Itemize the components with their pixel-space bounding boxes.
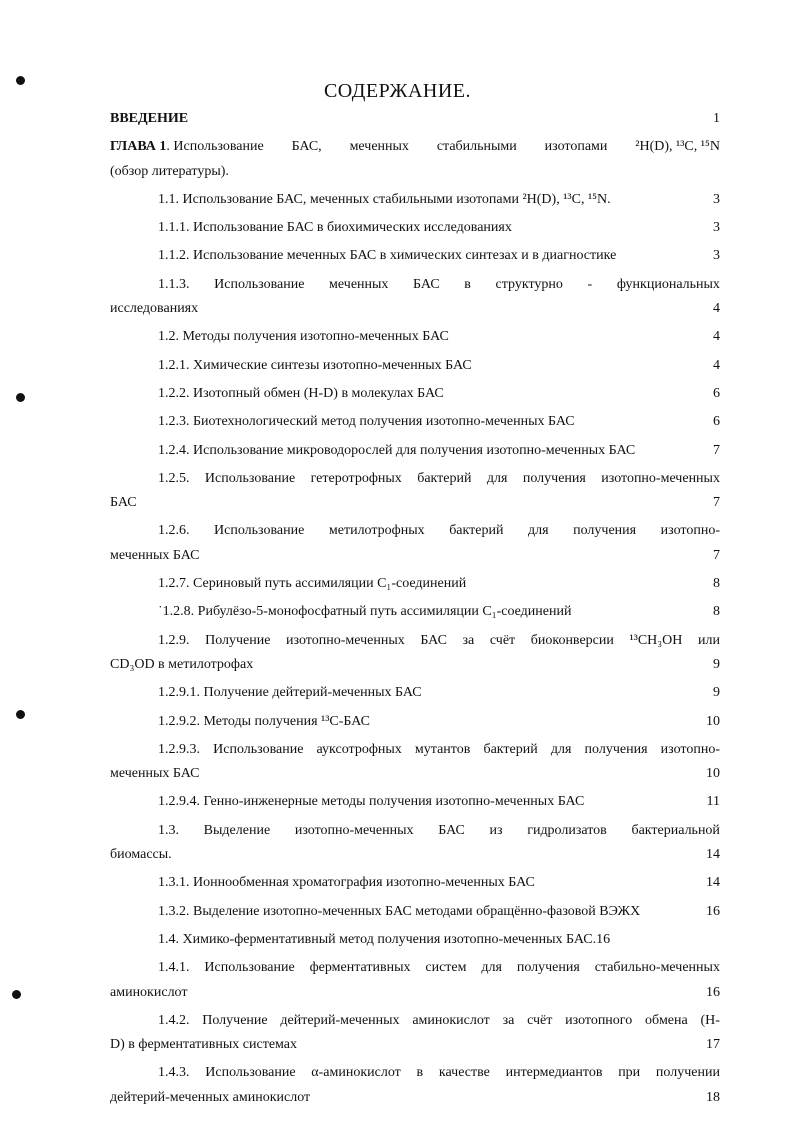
toc-entry-word: ¹³CH₃OH (629, 632, 683, 648)
toc-entry-title (158, 928, 610, 952)
toc-entry-number: 1.2.7. (158, 576, 190, 592)
toc-entry-line (110, 819, 720, 843)
toc-chapter1-word: . Использование (166, 139, 264, 155)
toc-entry (110, 710, 720, 734)
toc-entry-word: бактерий (417, 470, 472, 486)
toc-entry-text: Методы получения ¹³C-БАС (203, 713, 371, 729)
toc-entry (110, 928, 720, 952)
toc-entry-continuation (110, 981, 720, 1005)
toc-entry (110, 600, 720, 624)
toc-entry-line (110, 467, 720, 491)
toc-entry-text: биомассы. (110, 847, 172, 863)
binder-hole-mark (16, 393, 25, 402)
toc-entry-text: Сериновый путь ассимиляции C₁-соединений (193, 576, 467, 592)
toc-entry-word: за (462, 632, 475, 648)
toc-entry-title (158, 600, 571, 624)
toc-entry-title (158, 244, 616, 268)
toc-entry-page: 10 (706, 766, 720, 782)
toc-entry-word: получения (573, 523, 637, 539)
toc-entry-continuation (110, 544, 720, 568)
toc-entry-page: 7 (713, 547, 720, 563)
toc-entry-continuation (110, 1086, 720, 1110)
toc-entry-page: 9 (713, 656, 720, 672)
toc-entry-word: получения (516, 960, 580, 976)
toc-entry (110, 439, 720, 463)
toc-entry-word: Использование (214, 523, 305, 539)
toc-entry-word: для (481, 960, 502, 976)
toc-entry-page: 3 (713, 248, 720, 264)
toc-entry-number: 1.4. (158, 931, 179, 947)
toc-entry-word: ауксотрофных (316, 741, 402, 757)
toc-entry-word: гетеротрофных (310, 470, 402, 486)
toc-entry-number: 1.2.9.2. (158, 713, 200, 729)
toc-entry-text: меченных БАС (110, 766, 200, 782)
toc-entry-title (158, 216, 512, 240)
toc-entry-number: 1.2.9.4. (158, 794, 200, 810)
toc-entry-text: D) в ферментативных системах (110, 1037, 298, 1053)
toc-entry-word: изотопно-меченных (601, 470, 720, 486)
toc-entry-word: - (587, 276, 593, 292)
toc-entry-word: обмена (644, 1012, 688, 1028)
toc-entry-line (110, 956, 720, 980)
toc-intro (110, 107, 720, 131)
toc-intro-label: ВВЕДЕНИЕ (110, 111, 189, 126)
toc-entry-number: 1.1.3. (158, 276, 190, 292)
toc-entry-page: 18 (706, 1089, 720, 1105)
toc-entry-title (158, 681, 422, 705)
toc-entry-text: Методы получения изотопно-меченных БАС (182, 329, 449, 345)
toc-entry-word: изотопно- (660, 741, 720, 757)
toc-entry-word: в (464, 276, 471, 292)
toc-entry-word: БАС (413, 276, 440, 292)
toc-chapter1-word: БАС, (291, 139, 322, 155)
toc-entry-page: 16 (706, 984, 720, 1000)
page-title: СОДЕРЖАНИЕ. (323, 80, 472, 102)
toc-entry (110, 410, 720, 434)
toc-chapter1-word: изотопами (544, 139, 608, 155)
toc-chapter1-word: стабильными (436, 139, 517, 155)
toc-entry-word: качестве (438, 1065, 490, 1081)
toc-entry-line (110, 1009, 720, 1033)
toc-entry-word: α-аминокислот (311, 1065, 401, 1081)
toc-entry-word: Использование (205, 1065, 296, 1081)
toc-entry-text: Биотехнологический метод получения изотопно-меченных БАС (193, 414, 575, 430)
toc-entry-page: 17 (706, 1037, 720, 1053)
toc-entry-continuation (110, 843, 720, 867)
toc-entry-page: 8 (713, 604, 720, 620)
toc-entry-line (110, 519, 720, 543)
toc-entry-word: счёт (527, 1012, 553, 1028)
toc-entries (110, 188, 720, 1114)
toc-entry-word: бактерий (449, 523, 504, 539)
toc-entry-word: в (416, 1065, 424, 1081)
toc-entry-text: Химические синтезы изотопно-меченных БАС (193, 357, 472, 373)
toc-entry-number: 1.3.2. (158, 903, 190, 919)
toc-entry-continuation (110, 653, 720, 677)
toc-entry-line (110, 1061, 720, 1085)
binder-hole-mark (16, 710, 25, 719)
toc-entry-word: аминокислот (412, 1012, 490, 1028)
toc-entry-text: Ионнообменная хроматография изотопно-меченных БАС (193, 875, 535, 891)
toc-entry-word: счёт (489, 632, 516, 648)
toc-entry-word: стабильно-меченных (594, 960, 720, 976)
toc-entry-word: получения (522, 470, 586, 486)
toc-entry-word: дейтерий-меченных (280, 1012, 400, 1028)
toc-chapter1-line (110, 135, 720, 159)
toc-entry-page: 6 (713, 385, 720, 401)
toc-entry-word: получения (584, 741, 648, 757)
toc-entry-text: Использование микроводорослей для получения изотопно-меченных БАС (193, 442, 636, 458)
toc-entry (110, 216, 720, 240)
toc-entry-text: исследованиях (110, 301, 199, 317)
toc-entry-title (158, 790, 584, 814)
toc-chapter1-label: ГЛАВА 1 (110, 139, 167, 155)
toc-entry-word: биоконверсии (530, 632, 614, 648)
binder-hole-mark (12, 990, 21, 999)
toc-entry-page: 6 (713, 414, 720, 430)
toc-entry (110, 382, 720, 406)
toc-entry-title (158, 410, 575, 434)
toc-entry-word: изотопно-меченных (286, 632, 405, 648)
toc-entry-text: меченных БАС (110, 547, 200, 563)
toc-entry-page: 11 (706, 794, 720, 810)
toc-entry-number: 1.2.9.1. (158, 685, 200, 701)
toc-entry-word: изотопного (565, 1012, 633, 1028)
toc-entry-page: 10 (706, 713, 720, 729)
toc-entry (110, 325, 720, 349)
toc-entry-word: получении (655, 1065, 720, 1081)
toc-entry-text: аминокислот (110, 984, 188, 1000)
toc-entry-continuation (110, 297, 720, 321)
toc-entry (110, 572, 720, 596)
toc-entry-page: 4 (713, 357, 720, 373)
toc-entry-word: БАС (420, 632, 447, 648)
toc-entry-page: 14 (706, 875, 720, 891)
toc-entry-number: 1.4.2. (158, 1012, 190, 1028)
toc-entry-word: функциональных (616, 276, 720, 292)
toc-entry-title (158, 439, 635, 463)
toc-entry-word: для (528, 523, 549, 539)
toc-entry-title (158, 871, 535, 895)
toc-entry-page: 8 (713, 576, 720, 592)
toc-entry-title (158, 325, 449, 349)
toc-chapter1-line2: (обзор литературы). (110, 163, 229, 179)
toc-entry-number: 1.2.1. (158, 357, 190, 373)
toc-entry-number: 1.3.1. (158, 875, 190, 891)
toc-entry-number: 1.2.9.3. (158, 741, 200, 757)
toc-entry-page: 7 (713, 442, 720, 458)
toc-entry-continuation (110, 491, 720, 515)
toc-entry-text: Использование меченных БАС в химических синтезах и в диагностике (193, 248, 617, 264)
toc-entry-number: 1.2.3. (158, 414, 190, 430)
toc-entry-word: БАС (438, 822, 465, 838)
toc-entry-word: Использование (204, 960, 295, 976)
toc-entry-word: метилотрофных (328, 523, 425, 539)
toc-entry-page: 4 (713, 329, 720, 345)
toc-entry-word: для (550, 741, 572, 757)
toc-entry-number: 1.2. (158, 329, 179, 345)
toc-entry-text: Рибулёзо-5-монофосфатный путь ассимиляции C₁-соединений (197, 604, 572, 620)
table-of-contents (110, 107, 720, 1114)
toc-entry-line (110, 629, 720, 653)
toc-entry-word: структурно (495, 276, 563, 292)
toc-entry-word: мутантов (414, 741, 471, 757)
toc-entry (110, 188, 720, 212)
toc-entry-word: изотопно-меченных (294, 822, 414, 838)
toc-entry-word: из (489, 822, 503, 838)
toc-entry-title (158, 572, 466, 596)
toc-entry-number: 1.4.3. (158, 1065, 190, 1081)
toc-entry-word: Выделение (203, 822, 271, 838)
toc-entry-page: 4 (713, 301, 720, 317)
toc-entry-word: Использование (213, 741, 304, 757)
toc-entry-word: Использование (214, 276, 305, 292)
toc-entry-number: 1.1. (158, 191, 179, 207)
toc-entry-page: 9 (713, 685, 720, 701)
toc-entry-number: 1.2.4. (158, 442, 190, 458)
toc-entry-word: систем (425, 960, 467, 976)
toc-entry-text: Выделение изотопно-меченных БАС методами обращённо-фазовой ВЭЖХ (193, 903, 641, 919)
toc-entry-text: Генно-инженерные методы получения изотопно-меченных БАС (203, 794, 585, 810)
toc-entry-title (158, 710, 370, 734)
toc-entry-word: (H- (700, 1012, 720, 1028)
toc-entry-word: меченных (329, 276, 389, 292)
toc-entry-word: при (618, 1065, 641, 1081)
toc-entry-continuation (110, 762, 720, 786)
toc-entry-text: Использование БАС, меченных стабильными изотопами ²H(D), ¹³C, ¹⁵N. (182, 191, 611, 207)
toc-entry-word: Получение (202, 1012, 268, 1028)
toc-entry-number: 1.2.6. (158, 523, 190, 539)
toc-entry-page: 14 (706, 847, 720, 863)
toc-entry-text: БАС (110, 495, 137, 511)
toc-entry-title (158, 900, 640, 924)
toc-entry-word: для (486, 470, 508, 486)
toc-entry-word: или (697, 632, 720, 648)
toc-entry-number: ˙1.2.8. (158, 604, 195, 620)
toc-entry-word: гидролизатов (527, 822, 607, 838)
toc-entry-text: Использование БАС в биохимических исследованиях (193, 220, 512, 236)
toc-entry-word: Использование (204, 470, 296, 486)
toc-entry (110, 900, 720, 924)
toc-chapter1-isotopes: ²H(D), ¹³C, ¹⁵N (635, 139, 720, 155)
toc-entry-text: Химико-ферментативный метод получения изотопно-меченных БАС.16 (182, 931, 611, 947)
toc-entry-number: 1.3. (158, 822, 179, 838)
toc-entry-text: Изотопный обмен (H-D) в молекулах БАС (193, 385, 444, 401)
toc-entry-title (158, 354, 472, 378)
toc-entry (110, 244, 720, 268)
toc-entry-word: за (502, 1012, 515, 1028)
toc-intro-page: 1 (713, 111, 720, 126)
toc-entry-page: 7 (713, 495, 720, 511)
toc-entry-word: бактериальной (631, 822, 720, 838)
toc-entry-word: интермедиантов (505, 1065, 603, 1081)
toc-entry-line (110, 273, 720, 297)
toc-entry-word: изотопно- (660, 523, 720, 539)
toc-entry-number: 1.2.2. (158, 385, 190, 401)
toc-entry-word: ферментативных (309, 960, 411, 976)
toc-entry-text: CD₃OD в метилотрофах (110, 656, 254, 672)
toc-chapter1-continuation (110, 160, 720, 184)
toc-entry-text: дейтерий-меченных аминокислот (110, 1089, 311, 1105)
toc-entry (110, 790, 720, 814)
toc-entry (110, 681, 720, 705)
toc-entry-number: 1.1.2. (158, 248, 190, 264)
toc-entry-page: 3 (713, 191, 720, 207)
toc-entry-word: Получение (205, 632, 271, 648)
toc-entry-continuation (110, 1033, 720, 1057)
toc-entry-word: бактерий (483, 741, 538, 757)
toc-entry-number: 1.2.9. (158, 632, 190, 648)
toc-entry-line (110, 738, 720, 762)
toc-entry (110, 871, 720, 895)
toc-entry (110, 354, 720, 378)
toc-entry-page: 16 (706, 903, 720, 919)
toc-entry-number: 1.4.1. (158, 960, 190, 976)
toc-entry-number: 1.1.1. (158, 220, 190, 236)
toc-entry-text: Получение дейтерий-меченных БАС (203, 685, 422, 701)
toc-entry-number: 1.2.5. (158, 470, 190, 486)
toc-entry-title (158, 382, 444, 406)
toc-entry-page: 3 (713, 220, 720, 236)
toc-chapter1-word: меченных (349, 139, 409, 155)
toc-entry-title (158, 188, 611, 212)
